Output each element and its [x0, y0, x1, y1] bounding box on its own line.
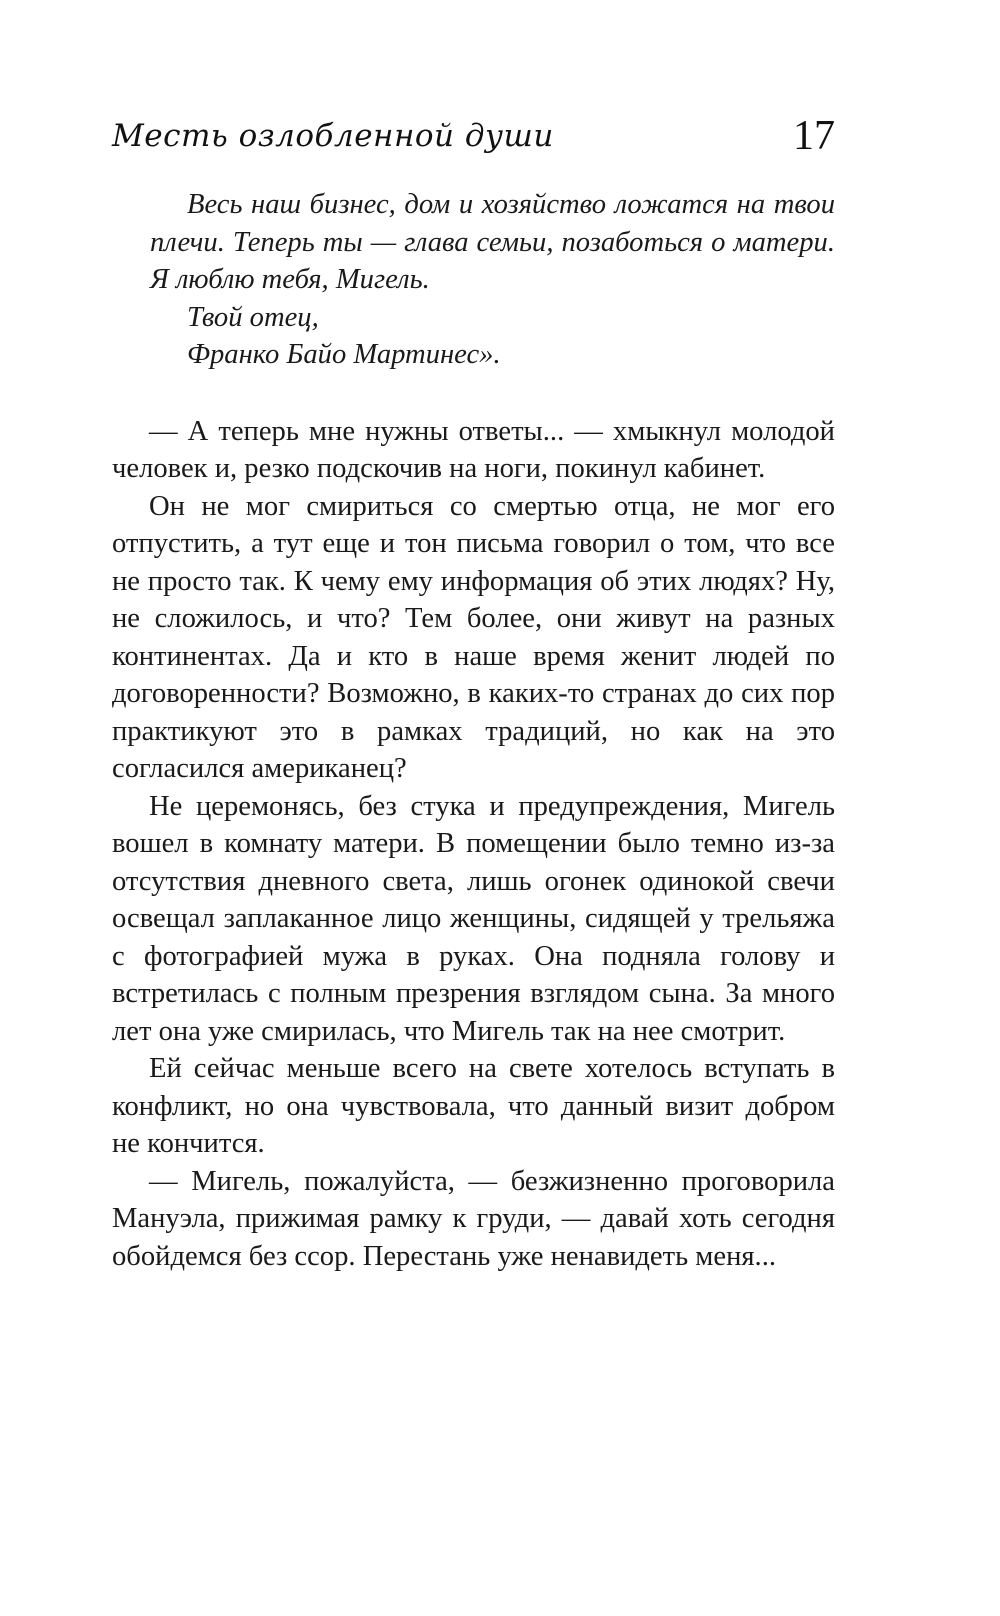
page-number: 17 — [793, 113, 835, 159]
paragraph: — А теперь мне нужны ответы... — хмыкнул молодой человек и, резко подскочив на ноги, покинул кабинет. — [112, 415, 835, 484]
letter-text: Весь наш бизнес, дом и хозяйство ложатся на твои плечи. Теперь ты — глава семьи, позаботься о матери. Я люблю тебя, Мигель. — [150, 189, 835, 295]
running-title: Месть озлобленной души — [112, 118, 554, 154]
letter-signature-line-2: Франко Байо Мартинес». — [187, 339, 501, 370]
body-text — [112, 413, 835, 1276]
page-header — [112, 112, 835, 172]
page-content — [112, 186, 835, 1275]
paragraph: Ей сейчас меньше всего на свете хотелось вступать в конфликт, но она чувствовала, что данный визит добром не кончится. — [112, 1053, 835, 1159]
letter-signature-line-1: Твой отец, — [187, 301, 319, 333]
section-spacer — [112, 374, 835, 413]
paragraph: Он не мог смириться со смертью отца, не мог его отпустить, а тут еще и тон письма говорил о том, что все не просто так. К чему ему информация об этих людях? Ну, не сложилось, и что? Тем более, они живут на разных континентах. Да и кто в наше время женит людей по договоренности? Возможно, в каких-то странах до сих пор практикуют это в рамках традиций, но как на это согласился американец? — [112, 490, 835, 784]
paragraph: — Мигель, пожалуйста, — безжизненно проговорила Мануэла, прижимая рамку к груди, — давай хоть сегодня обойдемся без ссор. Перестань уже ненавидеть меня... — [112, 1165, 835, 1272]
letter-excerpt — [112, 186, 835, 374]
paragraph: Не церемонясь, без стука и предупреждения, Мигель вошел в комнату матери. В помещении было темно из-за отсутствия дневного света, лишь огонек одинокой свечи освещал заплаканное лицо женщины, сидящей у трельяжа с фотографией мужа в руках. Она подняла голову и встретилась с полным презрения взглядом сына. За много лет она уже смирилась, что Мигель так на нее смотрит. — [112, 790, 835, 1047]
